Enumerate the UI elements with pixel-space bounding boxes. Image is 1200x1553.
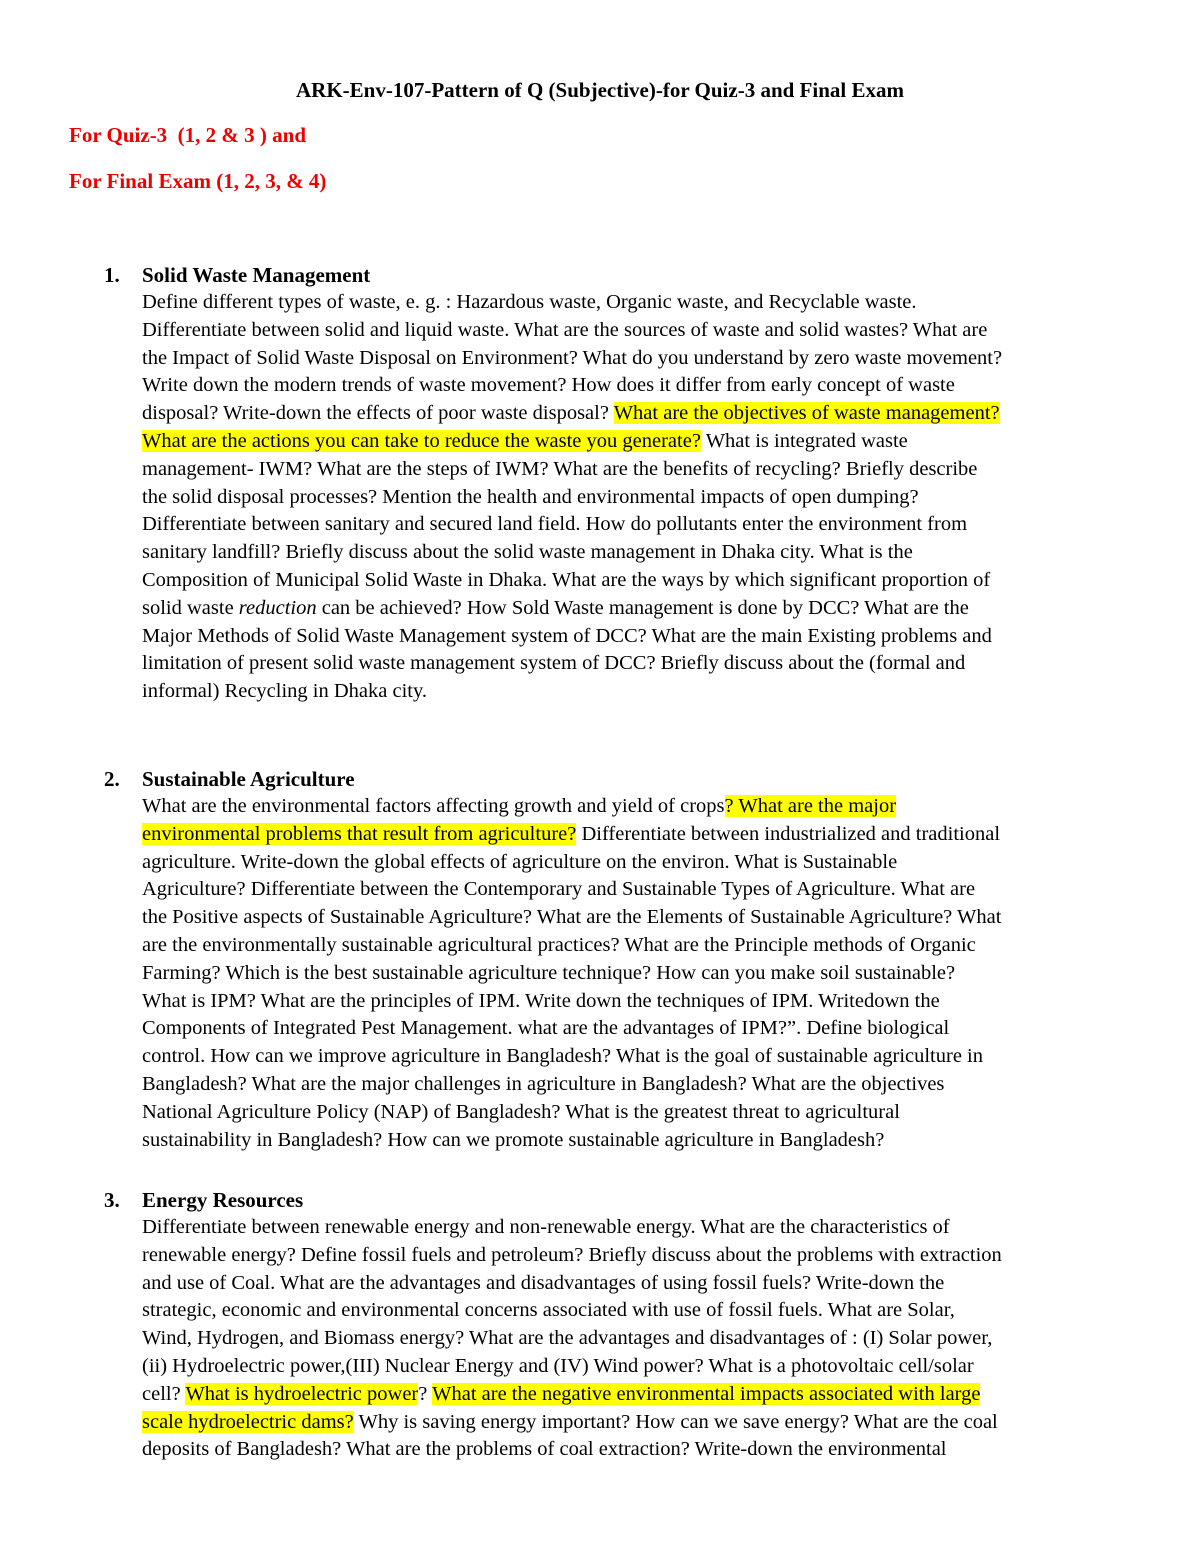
body-line [142,1325,1144,1353]
section-body [142,1214,1144,1464]
body-line [142,456,1144,484]
section-body [142,289,1144,706]
body-text: Farming? Which is the best sustainable agriculture technique? How can you make soil sustainable? [142,961,956,984]
final-exam-scope-line: For Final Exam (1, 2, 3, & 4) [69,169,327,193]
highlighted-text: scale hydroelectric dams? [142,1410,354,1433]
body-text: What is IPM? What are the principles of IPM. Write down the techniques of IPM. Writedown the [142,989,940,1012]
body-text: Write down the modern trends of waste movement? How does it differ from early concept of waste [142,374,955,397]
body-line [142,793,1144,821]
body-line [142,821,1144,849]
body-text: Differentiate between sanitary and secured land field. How do pollutants enter the environment from [142,513,968,536]
body-text: Major Methods of Solid Waste Management system of DCC? What are the main Existing problems and [142,624,992,647]
body-line [142,400,1144,428]
section-number: 3. [104,1188,120,1212]
body-text: sanitary landfill? Briefly discuss about the solid waste management in Dhaka city. What is the [142,541,913,564]
body-line [142,511,1144,539]
section-title: Energy Resources [142,1188,304,1212]
body-text: disposal? Write-down the effects of poor waste disposal? [142,402,614,425]
body-line [142,372,1144,400]
body-text: National Agriculture Policy (NAP) of Bangladesh? What is the greatest threat to agricultural [142,1100,900,1123]
body-line [142,1071,1144,1099]
section-title: Sustainable Agriculture [142,767,355,791]
body-line [142,484,1144,512]
body-line [142,428,1144,456]
body-line [142,289,1144,317]
body-line [142,1214,1144,1242]
body-line [142,876,1144,904]
body-text: Define different types of waste, e. g. : Hazardous waste, Organic waste, and Recyclable waste. [142,291,917,313]
highlighted-text: ? What are the major [724,795,897,817]
section-solid-waste [104,261,1144,706]
body-line [142,849,1144,877]
highlighted-text: environmental problems that result from agriculture? [142,822,577,845]
body-line [142,317,1144,345]
body-text: sustainability in Bangladesh? How can we promote sustainable agriculture in Bangladesh? [142,1128,885,1151]
body-text: control. How can we improve agriculture in Bangladesh? What is the goal of sustainable agriculture in [142,1045,984,1068]
body-line [142,932,1144,960]
body-text: Bangladesh? What are the major challenges in agriculture in Bangladesh? What are the objectives [142,1072,945,1095]
body-line [142,1127,1144,1155]
body-text: ? [418,1382,433,1405]
highlighted-text: What is hydroelectric power [185,1382,419,1405]
body-text: Differentiate between renewable energy and non-renewable energy. What are the characteristics of [142,1216,950,1238]
highlighted-text: What are the actions you can take to reduce the waste you generate? [142,429,701,452]
body-text: (ii) Hydroelectric power,(III) Nuclear Energy and (IV) Wind power? What is a photovoltaic cell/solar [142,1354,974,1377]
body-line [142,1043,1144,1071]
section-heading [104,765,1144,793]
body-text: agriculture. Write-down the global effects of agriculture on the environ. What is Sustainable [142,850,898,873]
body-text: the solid disposal processes? Mention the health and environmental impacts of open dumping? [142,485,919,508]
body-text: management- IWM? What are the steps of IWM? What are the benefits of recycling? Briefly describe [142,457,978,480]
body-line [142,904,1144,932]
body-line [142,1099,1144,1127]
body-text: Components of Integrated Pest Management. what are the advantages of IPM?”. Define biological [142,1017,950,1040]
body-text: renewable energy? Define fossil fuels and petroleum? Briefly discuss about the problems with extraction [142,1243,1002,1266]
body-text: Agriculture? Differentiate between the Contemporary and Sustainable Types of Agriculture. What are [142,878,976,901]
body-line [142,539,1144,567]
body-text: strategic, economic and environmental concerns associated with use of fossil fuels. What are Solar, [142,1299,955,1322]
body-line [142,988,1144,1016]
body-line [142,1242,1144,1270]
body-text: What is integrated waste [700,429,908,452]
body-text: informal) Recycling in Dhaka city. [142,680,428,703]
body-line [142,1353,1144,1381]
section-energy-resources [104,1186,1144,1464]
body-line [142,1436,1144,1464]
body-text: the Impact of Solid Waste Disposal on Environment? What do you understand by zero waste movement? [142,346,1003,369]
body-text: are the environmentally sustainable agricultural practices? What are the Principle methods of Organic [142,933,976,956]
quiz-scope-line: For Quiz-3 (1, 2 & 3 ) and [69,123,307,147]
body-line [142,960,1144,988]
body-line [142,567,1144,595]
body-text: and use of Coal. What are the advantages and disadvantages of using fossil fuels? Write-down the [142,1271,945,1294]
body-line [142,623,1144,651]
body-line [142,1297,1144,1325]
body-text: can be achieved? How Sold Waste management is done by DCC? What are the [316,596,969,619]
body-line [142,1409,1144,1437]
italic-text: reduction [238,596,317,619]
section-title: Solid Waste Management [142,263,371,287]
body-line [142,595,1144,623]
body-text: Composition of Municipal Solid Waste in Dhaka. What are the ways by which significant proportion of [142,568,991,591]
section-heading [104,1186,1144,1214]
section-number: 2. [104,767,120,791]
section-heading [104,261,1144,289]
body-line [142,345,1144,373]
highlighted-text: What are the negative environmental impacts associated with large [432,1382,981,1405]
body-line [142,1015,1144,1043]
body-line [142,1381,1144,1409]
body-line [142,678,1144,706]
body-text: Why is saving energy important? How can we save energy? What are the coal [353,1410,998,1433]
highlighted-text: What are the objectives of waste management? [613,402,1000,425]
document-title: ARK-Env-107-Pattern of Q (Subjective)-for Quiz-3 and Final Exam [296,78,904,102]
body-line [142,1270,1144,1298]
body-text: limitation of present solid waste management system of DCC? Briefly discuss about the (formal and [142,652,966,675]
section-sustainable-agriculture [104,765,1144,1154]
body-text: the Positive aspects of Sustainable Agriculture? What are the Elements of Sustainable Agriculture? What [142,906,1002,929]
body-text: Differentiate between solid and liquid waste. What are the sources of waste and solid wastes? What are [142,318,988,341]
body-text: cell? [142,1382,186,1405]
body-line [142,650,1144,678]
body-text: Wind, Hydrogen, and Biomass energy? What are the advantages and disadvantages of : (I) Solar power, [142,1327,993,1350]
body-text: Differentiate between industrialized and traditional [576,822,1001,845]
section-number: 1. [104,263,120,287]
body-text: deposits of Bangladesh? What are the problems of coal extraction? Write-down the environmental [142,1438,947,1461]
section-body [142,793,1144,1154]
body-text: solid waste [142,596,239,619]
body-text: What are the environmental factors affecting growth and yield of crops [142,795,725,817]
